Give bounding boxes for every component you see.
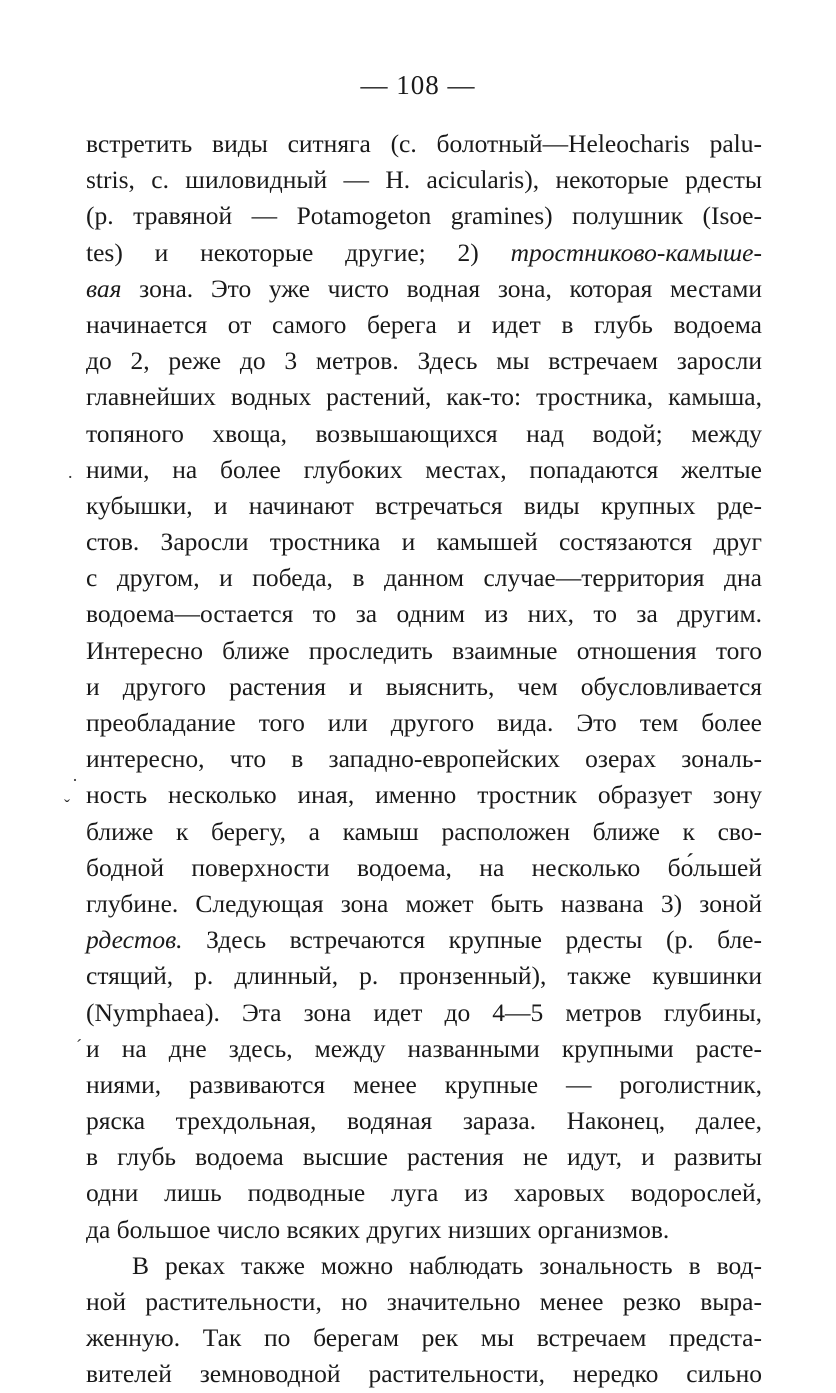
text-line: и другого растения и выяснить, чем обусловливается <box>86 671 762 701</box>
text-line: вителей земноводной растительности, нередко сильно <box>86 1359 762 1389</box>
text-line: ность несколько иная, именно тростник образует зону <box>86 780 762 810</box>
text-line: Интересно ближе проследить взаимные отношения того <box>86 635 762 665</box>
text-line: преобладание того или другого вида. Это тем более <box>86 708 762 737</box>
text-line: ниями, развиваются менее крупные — роголистник, <box>86 1069 762 1099</box>
text-line: главнейших водных растений, как-то: тростника, камыша, <box>86 382 762 412</box>
text-line: ними, на более глубоких местах, попадаются желтые <box>86 454 762 484</box>
text-line: и на дне здесь, между названными крупными расте- <box>86 1033 762 1063</box>
margin-mark: ˇ <box>64 796 70 816</box>
text-line: ближе к берегу, а камыш расположен ближе к сво- <box>86 816 762 846</box>
text-line: stris, с. шиловидный — H. acicularis), некоторые рдесты <box>86 165 762 195</box>
text-line: женную. Так по берегам рек мы встречаем предста- <box>86 1323 762 1353</box>
text-line: до 2, реже до 3 метров. Здесь мы встречаем заросли <box>86 346 762 376</box>
margin-mark: · <box>72 770 78 790</box>
text-segment: зона. Это уже чисто водная зона, которая местами <box>139 273 763 303</box>
paragraph-start-line: В реках также можно наблюдать зональность в вод- <box>132 1250 762 1280</box>
text-line: (Nymphaea). Эта зона идет до 4—5 метров глубины, <box>86 997 762 1027</box>
text-segment: tes) и некоторые другие; 2) <box>86 237 479 267</box>
text-line: начинается от самого берега и идет в глубь водоема <box>86 309 762 339</box>
text-line: бодной поверхности водоема, на несколько бо́льшей <box>86 852 762 882</box>
text-line <box>86 922 762 958</box>
text-line: одни лишь подводные луга из харовых водорослей, <box>86 1178 762 1208</box>
text-line: да большое число всяких других низших организмов. <box>86 1214 670 1244</box>
text-line: ной растительности, но значительно менее резко выра- <box>86 1287 762 1316</box>
text-segment: Здесь встречаются крупные рдесты (р. бле- <box>206 925 762 955</box>
margin-dot: . <box>68 462 73 482</box>
body-text <box>86 126 762 1393</box>
text-line: глубине. Следующая зона может быть названа 3) зоной <box>86 888 762 918</box>
text-line: водоема—остается то за одним из них, то за другим. <box>86 599 762 629</box>
text-line: стящий, р. длинный, р. пронзенный), также кувшинки <box>86 961 762 991</box>
italic-term: вая <box>86 273 122 303</box>
text-line: с другом, и победа, в данном случае—территория дна <box>86 563 762 593</box>
text-line: кубышки, и начинают встречаться виды крупных рде- <box>86 490 762 520</box>
text-line: в глубь водоема высшие растения не идут, и развиты <box>86 1142 762 1172</box>
page-number: — 108 — <box>360 70 476 100</box>
italic-term: тростниково-камыше- <box>510 237 762 267</box>
text-line: встретить виды ситняга (с. болотный—Heleocharis palu- <box>86 129 762 158</box>
text-line <box>86 235 762 271</box>
text-line: топяного хвоща, возвышающихся над водой; между <box>86 418 762 448</box>
text-line <box>86 271 762 307</box>
margin-mark: ˊ <box>76 1036 82 1056</box>
text-line: ряска трехдольная, водяная зараза. Наконец, далее, <box>86 1106 762 1136</box>
text-line: интересно, что в западно-европейских озерах зональ- <box>86 744 762 774</box>
text-line: стов. Заросли тростника и камышей состязаются друг <box>86 527 762 557</box>
text-line: (р. травяной — Potamogeton gramines) полушник (Isoe- <box>86 201 762 231</box>
italic-term: рдестов. <box>86 925 183 955</box>
